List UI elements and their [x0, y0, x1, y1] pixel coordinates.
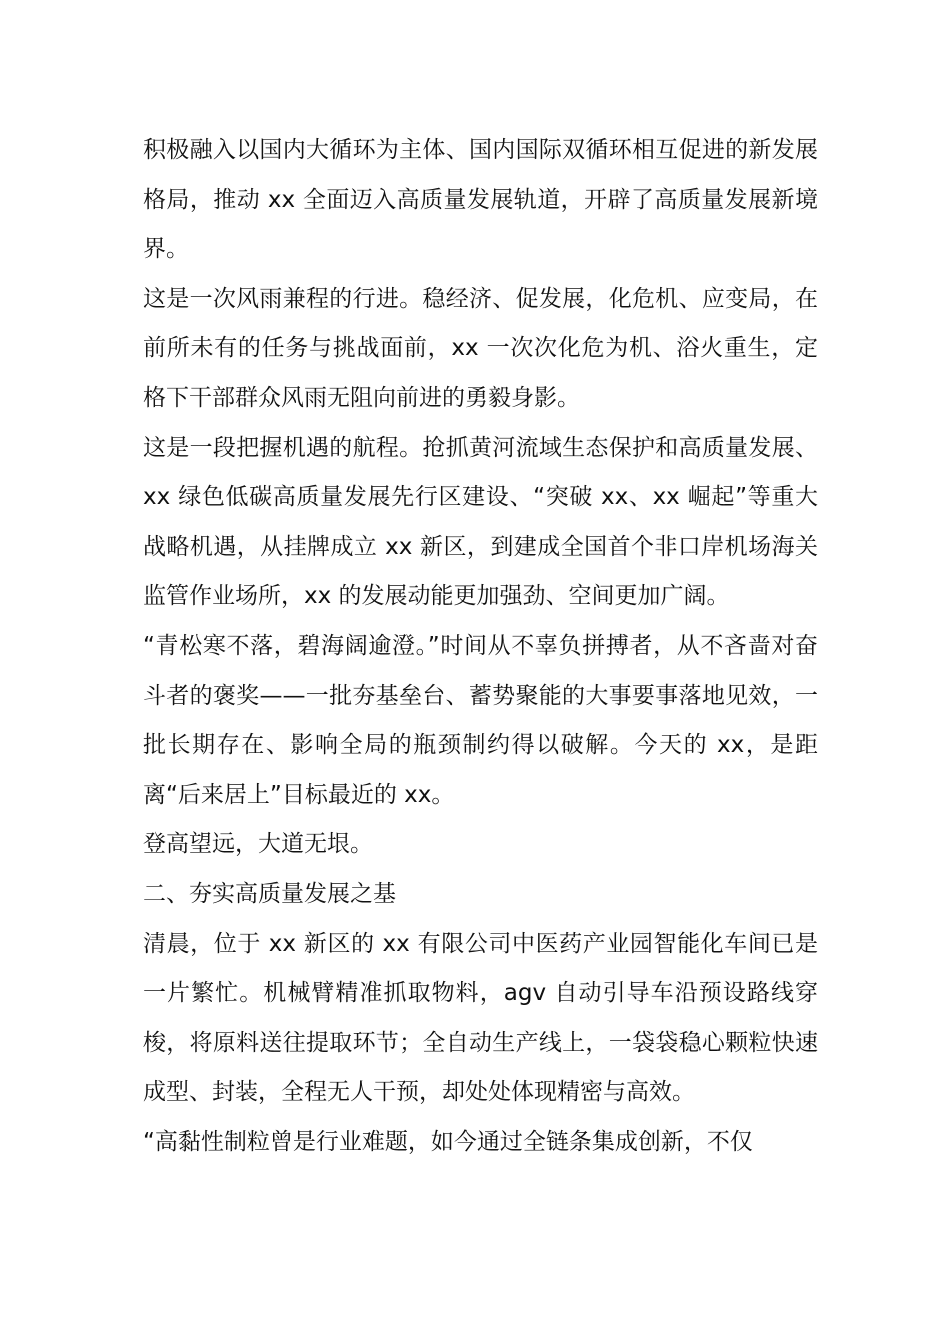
paragraph-1: 积极融入以国内大循环为主体、国内国际双循环相互促进的新发展格局，推动 xx 全面迈入高质量发展轨道，开辟了高质量发展新境界。 [143, 137, 818, 263]
paragraph-7: “高黏性制粒曾是行业难题，如今通过全链条集成创新，不仅 [143, 1128, 753, 1155]
paragraph-2: 这是一次风雨兼程的行进。稳经济、促发展，化危机、应变局，在前所未有的任务与挑战面前，xx 一次次化危为机、浴火重生，定格下干部群众风雨无阻向前进的勇毅身影。 [143, 285, 818, 411]
paragraph-5: 登高望远，大道无垠。 [143, 831, 373, 858]
document-body [143, 126, 818, 1167]
paragraph-4: “青松寒不落，碧海阔逾澄。”时间从不辜负拼搏者，从不吝啬对奋斗者的褒奖——一批夯基垒台、蓄势聚能的大事要事落地见效，一批长期存在、影响全局的瓶颈制约得以破解。今天的 xx，是距离“后来居上”目标最近的 xx。 [143, 632, 818, 808]
paragraph-6: 清晨，位于 xx 新区的 xx 有限公司中医药产业园智能化车间已是一片繁忙。机械臂精准抓取物料，agv 自动引导车沿预设路线穿梭，将原料送往提取环节；全自动生产线上，一袋袋稳心颗粒快速成型、封装，全程无人干预，却处处体现精密与高效。 [143, 930, 818, 1106]
paragraph-3: 这是一段把握机遇的航程。抢抓黄河流域生态保护和高质量发展、xx 绿色低碳高质量发展先行区建设、“突破 xx、xx 崛起”等重大战略机遇，从挂牌成立 xx 新区，到建成全国首个非口岸机场海关监管作业场所，xx 的发展动能更加强劲、空间更加广阔。 [143, 434, 818, 610]
section-heading: 二、夯实高质量发展之基 [143, 880, 396, 907]
